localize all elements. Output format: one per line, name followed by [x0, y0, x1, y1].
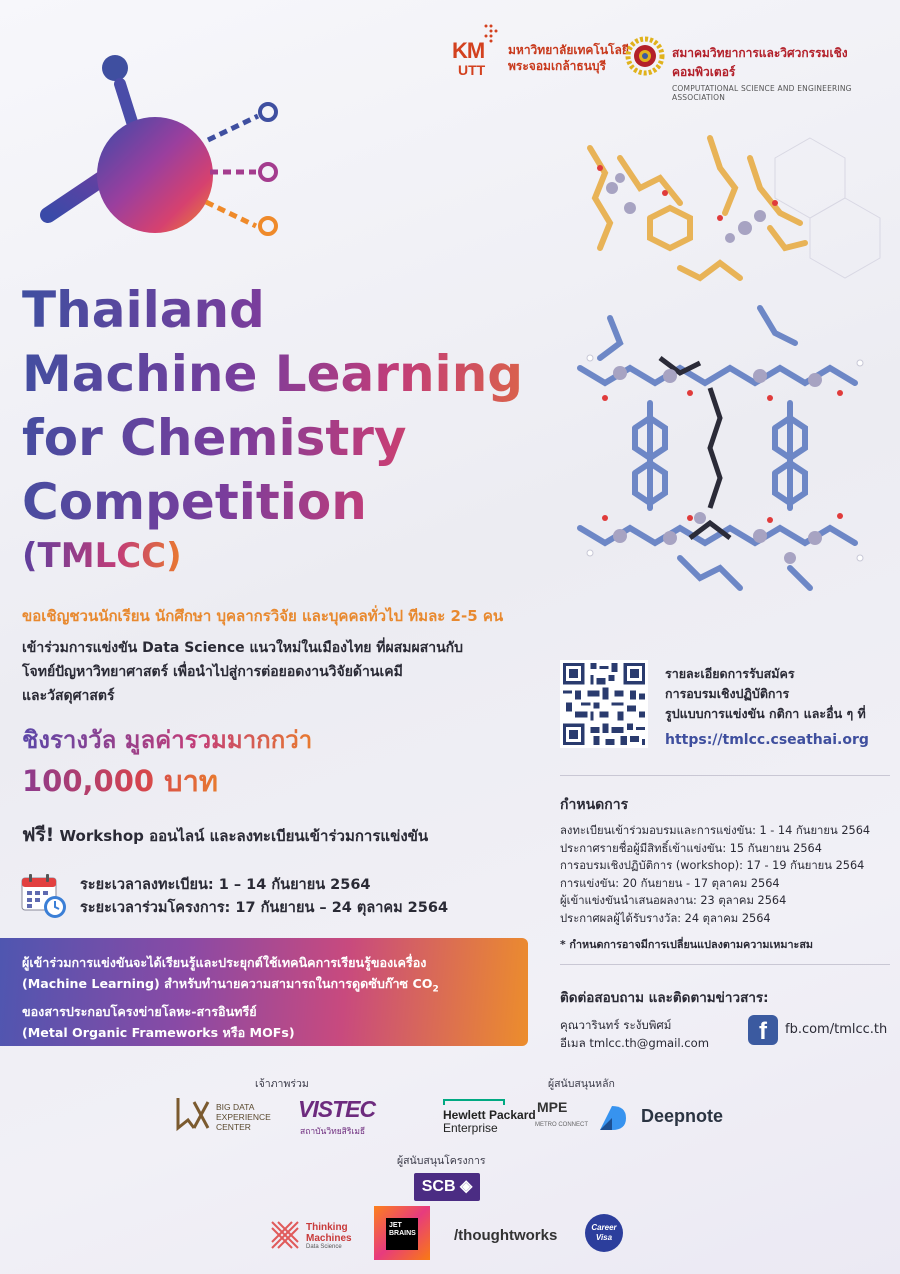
jetbrains-logo-mark: [386, 1218, 418, 1250]
kmutt-mark-top: KM: [452, 38, 485, 63]
qr-description: [665, 664, 866, 724]
schedule-list: [560, 822, 895, 927]
banner-line2-subscript: 2: [432, 984, 439, 995]
contact-info: [560, 1016, 709, 1052]
bdec-line3: CENTER: [216, 1122, 251, 1132]
kmutt-mark-bottom: UTT: [458, 62, 486, 78]
scb-logo-text: SCB: [421, 1178, 456, 1195]
title-line4: Competition: [22, 473, 367, 531]
prize-heading: ชิงรางวัล มูลค่ารวมมากกว่า: [22, 720, 312, 759]
contact-title: ติดต่อสอบถาม และติดตามข่าวสาร:: [560, 990, 769, 1006]
divider: [560, 964, 890, 965]
scb-logo: SCB ◈: [414, 1173, 480, 1201]
main-sponsor-label: ผู้สนับสนุนหลัก: [548, 1078, 615, 1090]
bdec-logo-text: [216, 1102, 271, 1132]
vistec-logo-th: สถาบันวิทยสิริเมธี: [300, 1127, 366, 1137]
kmutt-name: [508, 42, 629, 74]
periods: [80, 874, 448, 920]
page-title: [22, 278, 582, 534]
tmlcc-brand-logo: [20, 40, 310, 270]
csea-name-th: สมาคมวิทยาการและวิศวกรรมเชิงคอมพิวเตอร์: [672, 46, 848, 79]
hpe-logo-icon: [443, 1099, 505, 1105]
jetbrains-line1: JET: [389, 1222, 402, 1229]
career-visa-line1: Career: [591, 1223, 617, 1232]
schedule-item: ประกาศผลผู้ได้รับรางวัล: 24 ตุลาคม 2564: [560, 911, 771, 925]
contact-email[interactable]: อีเมล tmlcc.th@gmail.com: [560, 1036, 709, 1050]
hpe-line2: Enterprise: [443, 1121, 498, 1135]
schedule-item: ลงทะเบียนเข้าร่วมอบรมและการแข่งขัน: 1 - 14 กันยายน 2564: [560, 824, 871, 837]
qr-line3: รูปแบบการแข่งขัน กติกา และอื่น ๆ ที่: [665, 706, 866, 721]
participation-period: ระยะเวลาร่วมโครงการ: 17 กันยายน – 24 ตุลาคม 2564: [80, 900, 449, 916]
career-visa-logo: [585, 1214, 623, 1252]
schedule-title: กำหนดการ: [560, 797, 629, 813]
qr-line1: รายละเอียดการรับสมัคร: [665, 666, 795, 681]
schedule-item: ประกาศรายชื่อผู้มีสิทธิ์เข้าแข่งขัน: 15 กันยายน 2564: [560, 841, 822, 855]
hpe-line1: Hewlett Packard: [443, 1108, 536, 1122]
description-line1: เข้าร่วมการแข่งขัน Data Science แนวใหม่ในเมืองไทย ที่ผสมผสานกับ: [22, 640, 464, 656]
title-line2: Machine Learning: [22, 345, 524, 403]
banner-line4: (Metal Organic Frameworks หรือ MOFs): [22, 1024, 295, 1040]
calendar-clock-icon: [20, 872, 68, 920]
contact-name: คุณวารินทร์ ระงับพิศม์: [560, 1018, 672, 1032]
kmutt-name-line1: มหาวิทยาลัยเทคโนโลยี: [508, 43, 629, 57]
title-acronym: (TMLCC): [22, 536, 182, 576]
thinking-line3: Data Science: [306, 1244, 342, 1250]
project-sponsor-label: ผู้สนับสนุนโครงการ: [397, 1155, 486, 1167]
divider: [560, 775, 890, 776]
bdec-line2: EXPERIENCE: [216, 1112, 271, 1122]
qr-code[interactable]: [560, 660, 648, 748]
kmutt-logo: [452, 22, 500, 78]
kmutt-name-line2: พระจอมเกล้าธนบุรี: [508, 59, 606, 73]
title-line1: Thailand: [22, 281, 265, 339]
schedule-note: * กำหนดการอาจมีการเปลี่ยนแปลงตามความเหมาะสม: [560, 938, 814, 951]
csea-emblem-icon: [625, 36, 665, 76]
vistec-logo: VISTEC: [298, 1096, 376, 1122]
metro-connect-text: METRO CONNECT: [535, 1122, 588, 1128]
learning-banner: [0, 938, 528, 1046]
title-line3: for Chemistry: [22, 409, 407, 467]
free-workshop-text: [22, 820, 428, 850]
description: [22, 636, 542, 708]
csea-name: [672, 44, 900, 102]
free-word: ฟรี!: [22, 824, 55, 846]
csea-name-en: COMPUTATIONAL SCIENCE AND ENGINEERING ASSOCIATION: [672, 84, 852, 102]
schedule-item: ผู้เข้าแข่งขันนำเสนอผลงาน: 23 ตุลาคม 2564: [560, 894, 787, 907]
banner-line2-text: (Machine Learning) สำหรับทำนายความสามารถในการดูดซับก๊าซ CO: [22, 976, 433, 991]
free-text: Workshop ออนไลน์ และลงทะเบียนเข้าร่วมการแข่งขัน: [54, 827, 429, 845]
deepnote-logo-icon: [598, 1102, 630, 1132]
website-link[interactable]: https://tmlcc.cseathai.org: [665, 732, 869, 748]
banner-line1: ผู้เข้าร่วมการแข่งขันจะได้เรียนรู้และประยุกต์ใช้เทคนิคการเรียนรู้ของเครื่อง: [22, 955, 427, 970]
thinking-line2: Machines: [306, 1233, 352, 1244]
invitation-text: ขอเชิญชวนนักเรียน นักศึกษา บุคลากรวิจัย และบุคคลทั่วไป ทีมละ 2-5 คน: [22, 607, 504, 625]
thoughtworks-logo: /thoughtworks: [454, 1227, 558, 1244]
schedule-item: การอบรมเชิงปฏิบัติการ (workshop): 17 - 19 กันยายน 2564: [560, 859, 865, 872]
host-label: เจ้าภาพร่วม: [255, 1078, 309, 1090]
thinking-machines-logo-icon: [270, 1220, 300, 1250]
jetbrains-line2: BRAINS: [389, 1230, 416, 1237]
bdec-logo-icon: [174, 1094, 210, 1134]
description-line2: โจทย์ปัญหาวิทยาศาสตร์ เพื่อนำไปสู่การต่อยอดงานวิจัยด้านเคมี: [22, 664, 403, 680]
career-visa-line2: Visa: [595, 1233, 613, 1242]
metro-connect-logo: MPE: [537, 1099, 568, 1115]
banner-line2: [22, 973, 510, 1001]
bdec-line1: BIG DATA: [216, 1102, 255, 1112]
prize-amount: 100,000 บาท: [22, 758, 218, 804]
registration-period: ระยะเวลาลงทะเบียน: 1 – 14 กันยายน 2564: [80, 877, 371, 893]
facebook-icon[interactable]: f: [748, 1015, 778, 1045]
thinking-machines-logo-text: [306, 1222, 352, 1250]
description-line3: และวัสดุศาสตร์: [22, 688, 115, 704]
thinking-line1: Thinking: [306, 1222, 348, 1233]
banner-line3: ของสารประกอบโครงข่ายโลหะ-สารอินทรีย์: [22, 1003, 257, 1019]
schedule-item: การแข่งขัน: 20 กันยายน - 17 ตุลาคม 2564: [560, 876, 780, 890]
facebook-link[interactable]: fb.com/tmlcc.th: [785, 1022, 888, 1037]
qr-line2: การอบรมเชิงปฏิบัติการ: [665, 686, 790, 701]
mof-molecule-illustration: [560, 118, 890, 618]
hpe-logo-text: [443, 1109, 536, 1135]
deepnote-logo-text: Deepnote: [641, 1106, 724, 1126]
